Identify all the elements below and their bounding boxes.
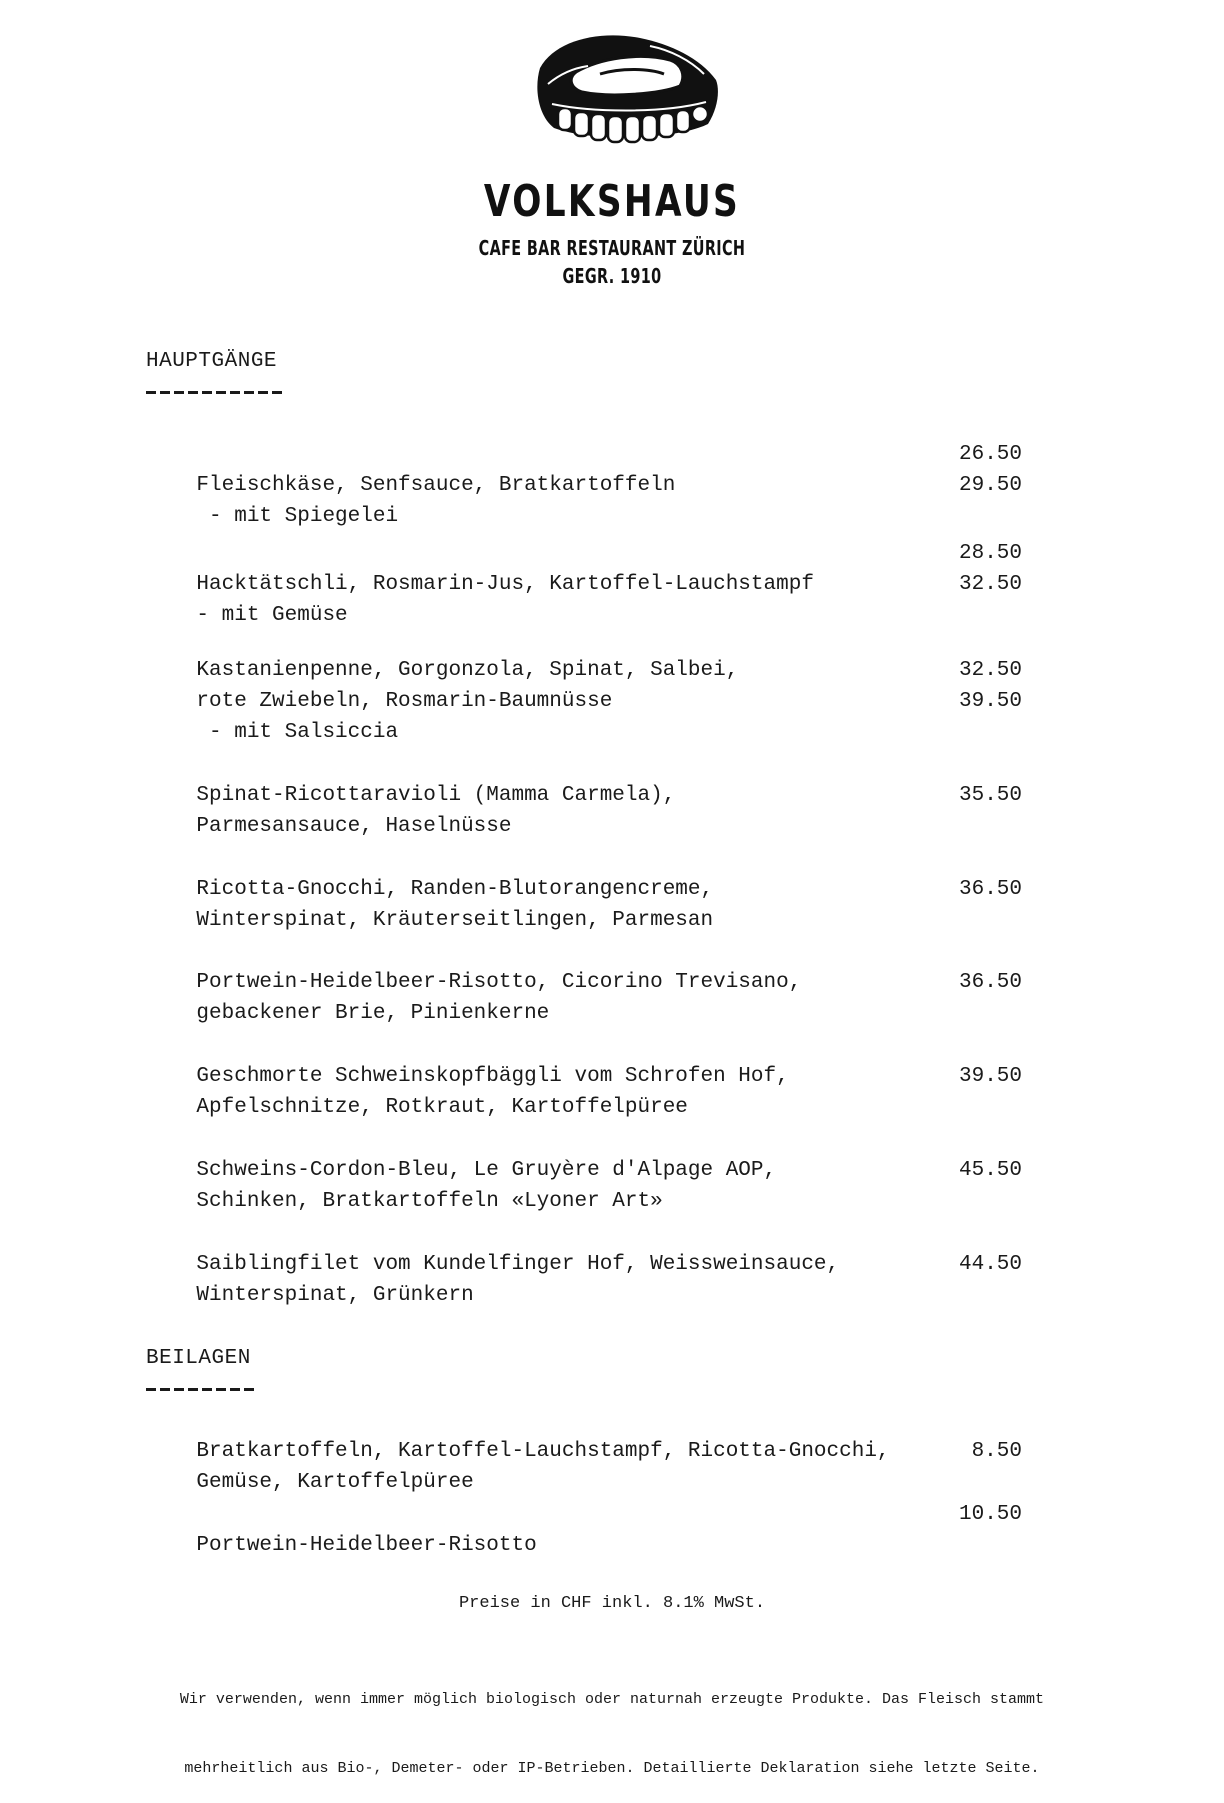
item-description: Fleischkäse, Senfsauce, Bratkartoffeln [196, 474, 676, 497]
item-price: 39.50 [958, 690, 1022, 713]
item-price: 32.50 [958, 573, 1022, 596]
item-description: Portwein-Heidelbeer-Risotto [196, 1534, 537, 1557]
item-description: Winterspinat, Kräuterseitlingen, Parmesan [196, 909, 714, 932]
item-price: 44.50 [958, 1253, 1022, 1276]
item-price: 32.50 [958, 659, 1022, 682]
item-description: gebackener Brie, Pinienkerne [196, 1002, 550, 1025]
price-note: Preise in CHF inkl. 8.1% MwSt. [458, 1594, 766, 1613]
item-line [146, 1061, 1022, 1119]
item-price: 45.50 [958, 1159, 1022, 1182]
item-price: 36.50 [958, 971, 1022, 994]
section-title-sides: BEILAGEN [146, 1347, 251, 1370]
item-description: Schweins-Cordon-Bleu, Le Gruyère d'Alpage AOP, [196, 1159, 777, 1182]
restaurant-subtitle: CAFE BAR RESTAURANT ZÜRICH [478, 236, 746, 260]
item-price: 26.50 [958, 443, 1022, 466]
denture-logo-icon [530, 28, 726, 156]
section-title-mains: HAUPTGÄNGE [146, 350, 278, 373]
menu-item-schweinskopfbaeggli [146, 1030, 1022, 1119]
menu-item-hacktaetschli [146, 538, 1022, 627]
side-item-mixed [146, 1405, 1022, 1494]
item-line [146, 780, 1022, 838]
item-price: 36.50 [958, 878, 1022, 901]
item-description: Schinken, Bratkartoffeln «Lyoner Art» [196, 1190, 663, 1213]
item-price: 8.50 [971, 1440, 1022, 1463]
established-year: GEGR. 1910 [562, 264, 662, 288]
sourcing-note-line: mehrheitlich aus Bio-, Demeter- oder IP-Betrieben. Detaillierte Deklaration siehe letzte Seite. [184, 1760, 1040, 1777]
menu-item-risotto [146, 936, 1022, 1025]
item-price: 29.50 [958, 474, 1022, 497]
item-description: Parmesansauce, Haselnüsse [196, 815, 512, 838]
item-description: Spinat-Ricottaravioli (Mamma Carmela), [196, 784, 676, 807]
item-line [146, 1499, 1022, 1557]
menu-item-kastanienpenne [146, 624, 1022, 744]
menu-item-ricottaravioli [146, 749, 1022, 838]
item-description: Saiblingfilet vom Kundelfinger Hof, Weissweinsauce, [196, 1253, 840, 1276]
item-description: rote Zwiebeln, Rosmarin-Baumnüsse [196, 690, 613, 713]
item-description: Kastanienpenne, Gorgonzola, Spinat, Salbei, [196, 659, 739, 682]
item-description: Ricotta-Gnocchi, Randen-Blutorangencreme, [196, 878, 714, 901]
item-line [146, 686, 1022, 744]
item-line [146, 470, 1022, 528]
sourcing-note-line: Wir verwenden, wenn immer möglich biologisch oder naturnah erzeugte Produkte. Das Fleisch stammt [179, 1691, 1045, 1708]
sourcing-note [0, 1642, 1224, 1803]
menu-item-cordon-bleu [146, 1124, 1022, 1213]
item-price: 28.50 [958, 542, 1022, 565]
menu-item-ricotta-gnocchi [146, 843, 1022, 932]
item-description: Apfelschnitze, Rotkraut, Kartoffelpüree [196, 1096, 688, 1119]
item-line [146, 569, 1022, 627]
item-line [146, 967, 1022, 1025]
item-description: Winterspinat, Grünkern [196, 1284, 474, 1307]
item-description: Gemüse, Kartoffelpüree [196, 1471, 474, 1494]
item-price: 39.50 [958, 1065, 1022, 1088]
item-line [146, 1436, 1022, 1494]
item-price: 35.50 [958, 784, 1022, 807]
item-description: Geschmorte Schweinskopfbäggli vom Schrofen Hof, [196, 1065, 789, 1088]
item-variant: - mit Gemüse [196, 604, 348, 627]
item-description: Portwein-Heidelbeer-Risotto, Cicorino Trevisano, [196, 971, 802, 994]
item-line [146, 874, 1022, 932]
item-variant: - mit Spiegelei [196, 505, 399, 528]
item-description: Hacktätschli, Rosmarin-Jus, Kartoffel-Lauchstampf [196, 573, 814, 596]
section-rule-sides [146, 1388, 256, 1391]
section-rule-mains [146, 391, 282, 394]
side-item-risotto [146, 1499, 1022, 1557]
restaurant-name: VOLKSHAUS [483, 176, 741, 227]
item-description: Bratkartoffeln, Kartoffel-Lauchstampf, Ricotta-Gnocchi, [196, 1440, 890, 1463]
menu-item-saiblingfilet [146, 1218, 1022, 1307]
item-line [146, 1249, 1022, 1307]
item-variant: - mit Salsiccia [196, 721, 399, 744]
menu-item-fleischkaese [146, 439, 1022, 528]
item-price: 10.50 [958, 1503, 1022, 1526]
item-line [146, 1155, 1022, 1213]
